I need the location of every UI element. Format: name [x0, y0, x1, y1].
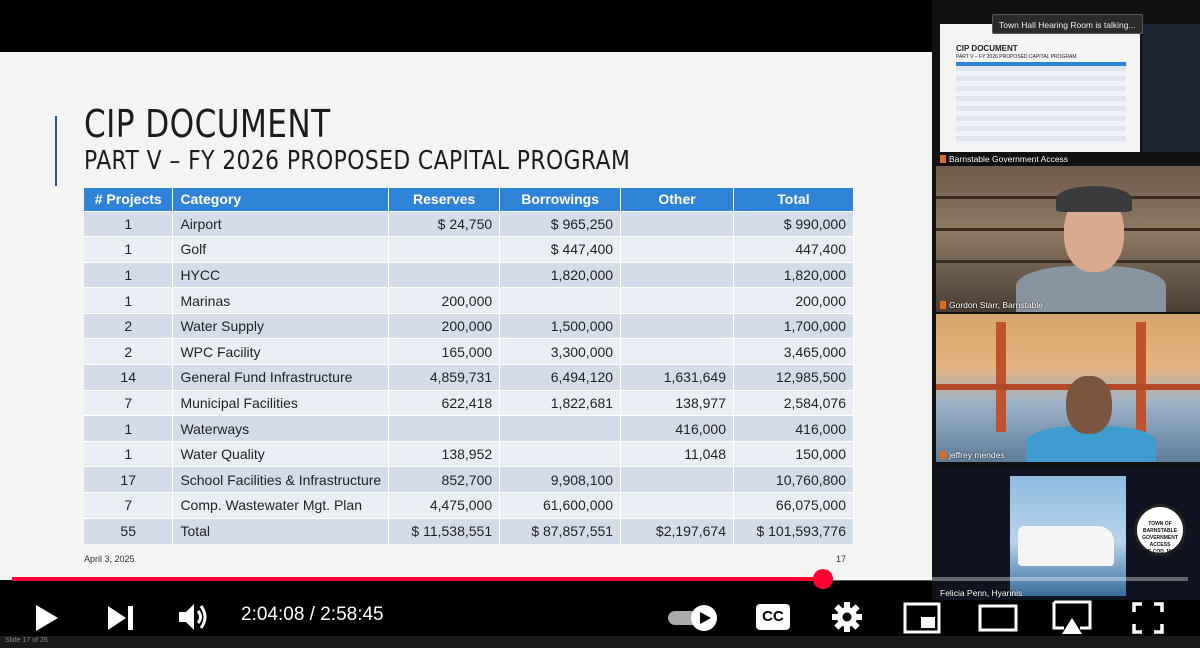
town-seal-logo: TOWN OF BARNSTABLE GOVERNMENT ACCESS CAPE COD, MASS.	[1134, 504, 1186, 556]
participant-face	[1066, 376, 1112, 434]
cell-total: $ 101,593,776	[734, 518, 854, 544]
play-icon[interactable]	[34, 604, 60, 632]
cell-category: Water Quality	[173, 441, 389, 467]
cell-borrowings: $ 87,857,551	[500, 518, 621, 544]
cell-total: 200,000	[734, 288, 854, 314]
cell-borrowings	[500, 441, 621, 467]
cell-projects: 7	[84, 390, 173, 416]
mic-icon	[940, 155, 946, 163]
table-row	[84, 237, 854, 263]
cell-reserves: 852,700	[389, 467, 500, 493]
cell-other	[621, 211, 734, 237]
cell-total: 150,000	[734, 441, 854, 467]
cell-other	[621, 467, 734, 493]
cell-borrowings: $ 965,250	[500, 211, 621, 237]
cell-category: Total	[173, 518, 389, 544]
cell-reserves: 200,000	[389, 313, 500, 339]
table-row	[84, 288, 854, 314]
cell-category: Comp. Wastewater Mgt. Plan	[173, 493, 389, 519]
cell-projects: 55	[84, 518, 173, 544]
cell-reserves: 4,475,000	[389, 493, 500, 519]
cell-total: 66,075,000	[734, 493, 854, 519]
cell-reserves: 165,000	[389, 339, 500, 365]
header-projects: # Projects	[84, 188, 173, 211]
fullscreen-icon[interactable]	[1132, 602, 1164, 634]
cell-borrowings	[500, 288, 621, 314]
cell-borrowings: 3,300,000	[500, 339, 621, 365]
cell-reserves: 200,000	[389, 288, 500, 314]
slide-counter: Slide 17 of 26	[5, 637, 48, 644]
mic-icon	[940, 451, 946, 459]
cell-category: Golf	[173, 237, 389, 263]
participant-name: Barnstable Government Access	[940, 154, 1068, 164]
cell-category: HYCC	[173, 262, 389, 288]
cell-category: Marinas	[173, 288, 389, 314]
cell-projects: 14	[84, 365, 173, 391]
cell-other	[621, 237, 734, 263]
slide-page-number: 17	[836, 554, 847, 564]
shared-screen-thumbnail[interactable]	[940, 24, 1140, 152]
participant-hat	[1056, 186, 1132, 212]
cell-total: 1,700,000	[734, 313, 854, 339]
cell-total: 2,584,076	[734, 390, 854, 416]
capital-program-table	[84, 188, 854, 544]
cell-other: 11,048	[621, 441, 734, 467]
participant-tile-gov-access[interactable]	[936, 152, 1200, 166]
bridge-tower	[996, 322, 1006, 432]
cell-category: WPC Facility	[173, 339, 389, 365]
header-borrowings: Borrowings	[500, 188, 621, 211]
participant-name: jeffrey mendes	[940, 450, 1005, 460]
cell-total: 416,000	[734, 416, 854, 442]
table-row	[84, 467, 854, 493]
cell-borrowings: 1,820,000	[500, 262, 621, 288]
cell-borrowings: $ 447,400	[500, 237, 621, 263]
cell-category: School Facilities & Infrastructure	[173, 467, 389, 493]
header-other: Other	[621, 188, 734, 211]
cell-borrowings: 1,500,000	[500, 313, 621, 339]
captions-button[interactable]: CC	[756, 604, 790, 630]
progress-bar-played[interactable]	[12, 577, 823, 581]
header-category: Category	[173, 188, 389, 211]
cell-reserves: 4,859,731	[389, 365, 500, 391]
table-header-row	[84, 188, 854, 211]
cell-borrowings	[500, 416, 621, 442]
cell-other	[621, 288, 734, 314]
cell-borrowings: 1,822,681	[500, 390, 621, 416]
cell-reserves: 138,952	[389, 441, 500, 467]
talking-notification: Town Hall Hearing Room is talking...	[992, 14, 1143, 34]
bridge-tower	[1136, 322, 1146, 432]
cell-category: General Fund Infrastructure	[173, 365, 389, 391]
cell-category: Waterways	[173, 416, 389, 442]
slide-title: CIP DOCUMENT	[84, 102, 331, 146]
table-row	[84, 262, 854, 288]
cast-icon[interactable]	[1052, 600, 1092, 636]
cell-total: 1,820,000	[734, 262, 854, 288]
mini-slide-subtitle: PART V – FY 2026 PROPOSED CAPITAL PROGRAM	[956, 54, 1077, 60]
cell-other: 138,977	[621, 390, 734, 416]
participant-name: Gordon Starr, Barnstable	[940, 300, 1043, 310]
cell-other	[621, 339, 734, 365]
cell-category: Water Supply	[173, 313, 389, 339]
table-row	[84, 313, 854, 339]
mini-slide-table	[956, 62, 1126, 144]
header-total: Total	[734, 188, 854, 211]
cell-reserves	[389, 416, 500, 442]
mini-slide-title: CIP DOCUMENT	[956, 44, 1018, 53]
next-icon[interactable]	[107, 605, 135, 631]
participant-name: Felicia Penn, Hyannis	[940, 588, 1023, 598]
participant-tile-jeffrey-mendes[interactable]	[936, 314, 1200, 462]
cell-total: 447,400	[734, 237, 854, 263]
cell-other	[621, 493, 734, 519]
table-row	[84, 493, 854, 519]
cell-projects: 1	[84, 211, 173, 237]
ship	[1018, 526, 1114, 566]
table-row	[84, 365, 854, 391]
cell-projects: 2	[84, 313, 173, 339]
cell-reserves	[389, 262, 500, 288]
volume-icon[interactable]	[178, 602, 210, 632]
cell-borrowings: 6,494,120	[500, 365, 621, 391]
slide-subtitle: PART V – FY 2026 PROPOSED CAPITAL PROGRAM	[84, 146, 631, 176]
cell-projects: 1	[84, 288, 173, 314]
cell-total: 10,760,800	[734, 467, 854, 493]
table-row	[84, 339, 854, 365]
cell-other: 416,000	[621, 416, 734, 442]
cell-category: Airport	[173, 211, 389, 237]
slide-date: April 3, 2025	[84, 554, 135, 564]
time-display: 2:04:08 / 2:58:45	[241, 604, 384, 625]
cell-projects: 7	[84, 493, 173, 519]
title-accent-bar	[55, 116, 57, 186]
cell-projects: 1	[84, 441, 173, 467]
table-row	[84, 390, 854, 416]
cell-total: $ 990,000	[734, 211, 854, 237]
cell-other	[621, 313, 734, 339]
cell-projects: 1	[84, 262, 173, 288]
presenter-toolbar	[0, 636, 1200, 648]
table-row	[84, 441, 854, 467]
cell-reserves: $ 11,538,551	[389, 518, 500, 544]
cell-total: 12,985,500	[734, 365, 854, 391]
cell-projects: 1	[84, 237, 173, 263]
cell-other: 1,631,649	[621, 365, 734, 391]
bookshelf	[936, 260, 1200, 263]
gear-icon[interactable]	[832, 602, 862, 632]
cell-category: Municipal Facilities	[173, 390, 389, 416]
cell-other: $2,197,674	[621, 518, 734, 544]
gallery-thumbnails[interactable]	[1142, 24, 1200, 152]
progress-scrubber[interactable]	[813, 569, 833, 589]
table-row	[84, 416, 854, 442]
cell-total: 3,465,000	[734, 339, 854, 365]
mic-icon	[940, 301, 946, 309]
presentation-slide	[0, 52, 932, 580]
table-row	[84, 518, 854, 544]
cell-projects: 1	[84, 416, 173, 442]
cell-reserves	[389, 237, 500, 263]
cell-reserves: $ 24,750	[389, 211, 500, 237]
theater-mode-icon[interactable]	[978, 604, 1018, 632]
cell-borrowings: 61,600,000	[500, 493, 621, 519]
header-reserves: Reserves	[389, 188, 500, 211]
table-row	[84, 211, 854, 237]
cell-borrowings: 9,908,100	[500, 467, 621, 493]
autoplay-toggle[interactable]	[668, 604, 720, 632]
cell-other	[621, 262, 734, 288]
participant-tile-gordon-starr[interactable]	[936, 166, 1200, 312]
cell-projects: 2	[84, 339, 173, 365]
miniplayer-icon[interactable]	[903, 602, 941, 634]
cell-reserves: 622,418	[389, 390, 500, 416]
cell-projects: 17	[84, 467, 173, 493]
